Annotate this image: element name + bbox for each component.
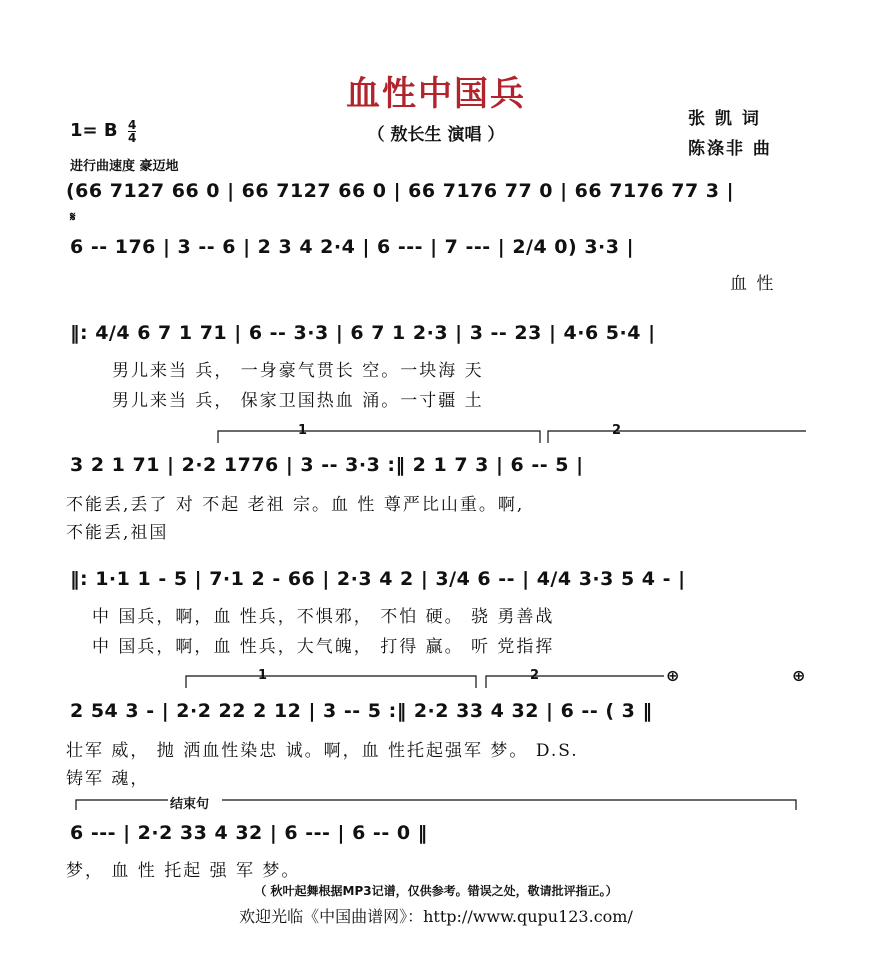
ending-2-label-second: 2 — [530, 668, 540, 683]
key-signature: 1= B — [70, 120, 118, 141]
coda-bracket — [76, 800, 168, 810]
score-line-4-lyrics-verse-2: 不能丢,祖国 — [66, 523, 169, 543]
coda-icon-end: ⊕ — [792, 666, 806, 685]
score-line-5-lyrics-verse-1: 中 国兵，啊，血 性兵，不惧邪， 不怕 硬。 骁 勇善战 — [92, 607, 555, 627]
score-line-7-notes: 6 --- | 2·2 33 4 32 | 6 --- | 6 -- 0 ‖ — [70, 822, 428, 844]
composer-credit: 陈涤非 曲 — [688, 139, 772, 159]
website-footer: 欢迎光临《中国曲谱网》：http://www.qupu123.com/ — [239, 907, 633, 926]
coda-bracket-right — [222, 800, 796, 810]
score-line-3-notes: ‖: 4/4 6 7 1 71 | 6 -- 3·3 | 6 7 1 2·3 | 3 -- 23 | 4·6 5·4 | — [70, 322, 656, 344]
score-line-4-notes: 3 2 1 71 | 2·2 1776 | 3 -- 3·3 :‖ 2 1 7 3 | 6 -- 5 | — [70, 454, 584, 476]
segno-icon: 𝄋 — [70, 210, 76, 225]
ending-1-label: 1 — [298, 423, 308, 438]
score-line-6-lyrics-verse-1: 壮军 威， 抛 洒血性染忠 诚。啊，血 性托起强军 梦。 D.S. — [66, 741, 579, 761]
transcriber-note: （ 秋叶起舞根据MP3记谱，仅供参考。错误之处，敬请批评指正。） — [254, 884, 618, 898]
score-line-7-lyrics: 梦， 血 性 托起 强 军 梦。 — [66, 861, 301, 881]
coda-section-label: 结束句 — [170, 797, 210, 812]
tempo-marking: 进行曲速度 豪迈地 — [70, 159, 179, 174]
coda-icon: ⊕ — [666, 666, 680, 685]
volta-bracket-2-second — [486, 676, 664, 688]
score-line-6-notes: 2 54 3 - | 2·2 22 2 12 | 3 -- 5 :‖ 2·2 33 4 32 | 6 -- ( 3 ‖ — [70, 700, 653, 722]
score-line-5-lyrics-verse-2: 中 国兵，啊，血 性兵，大气魄， 打得 赢。 听 党指挥 — [92, 637, 555, 657]
score-line-3-lyrics-verse-2: 男儿来当 兵， 保家卫国热血 涌。一寸疆 土 — [112, 391, 484, 411]
score-line-6-lyrics-verse-2: 铸军 魂， — [66, 769, 150, 789]
performer-subtitle: （ 敖长生 演唱 ） — [367, 125, 505, 145]
time-signature-top: 4 — [128, 118, 137, 132]
song-title: 血性中国兵 — [346, 74, 526, 114]
score-line-2-lyrics: 血 性 — [730, 274, 776, 294]
volta-bracket-1 — [218, 431, 540, 443]
score-line-2-notes: 6 -- 176 | 3 -- 6 | 2 3 4 2·4 | 6 --- | 7 --- | 2/4 0) 3·3 | — [70, 236, 635, 258]
score-line-5-notes: ‖: 1·1 1 - 5 | 7·1 2 - 66 | 2·3 4 2 | 3/4 6 -- | 4/4 3·3 5 4 - | — [70, 568, 686, 590]
score-line-1-notes: (66 7127 66 0 | 66 7127 66 0 | 66 7176 77 0 | 66 7176 77 3 | — [66, 180, 735, 202]
volta-bracket-2 — [548, 431, 806, 443]
ending-1-label-second: 1 — [258, 668, 268, 683]
ending-2-label: 2 — [612, 423, 622, 438]
time-signature-bottom: 4 — [128, 131, 137, 145]
volta-bracket-1-second — [186, 676, 476, 688]
score-line-4-lyrics-verse-1: 不能丢,丢了 对 不起 老祖 宗。血 性 尊严比山重。啊, — [66, 495, 525, 515]
lyricist-credit: 张 凯 词 — [688, 109, 761, 129]
score-line-3-lyrics-verse-1: 男儿来当 兵， 一身豪气贯长 空。一块海 天 — [112, 361, 484, 381]
